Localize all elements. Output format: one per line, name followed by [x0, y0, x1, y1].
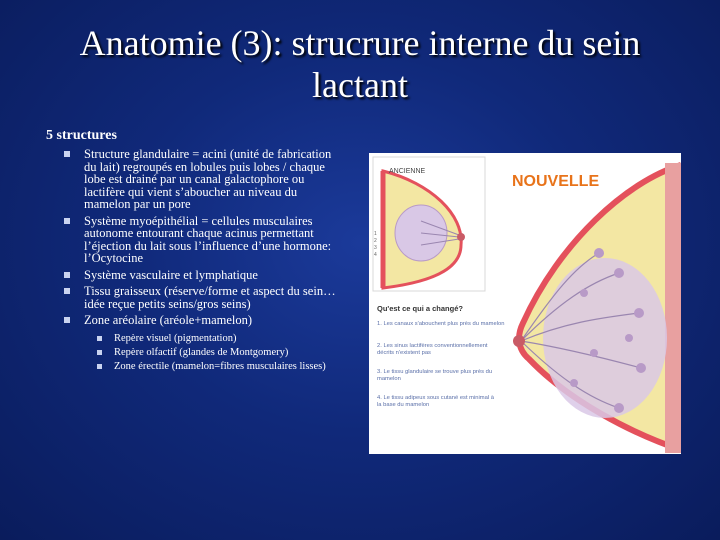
list-item: [84, 314, 346, 372]
list-item: [114, 333, 346, 344]
old-label: ANCIENNE: [389, 168, 426, 175]
change-item-2: 2. Les sinus lactifères conventionnellement décrits n'existent pas: [377, 343, 488, 356]
square-bullet-icon: [64, 151, 70, 157]
square-bullet-icon: [97, 364, 102, 369]
change-item-1: 1. Les canaux s'abouchent plus près du mamelon: [377, 321, 505, 327]
new-gland-tissue: [543, 258, 667, 418]
areolar-sub-list: [114, 333, 346, 372]
bullet-text-glandular: Structure glandulaire = acini (unité de fabrication du lait) regroupés en lobules puis lobes / chaque lobe est drainé par un canal galactophore ou lactifère qui vient s’aboucher au niveau du mamelon par un pore: [84, 147, 332, 211]
small-number-3: 3: [374, 245, 377, 251]
change-item-4: 4. Le tissu adipeux sous cutané est minimal à la base du mamelon: [377, 395, 494, 408]
bullet-text-fat: Tissu graisseux (réserve/forme et aspect du sein…idée reçue petits seins/gros seins): [84, 284, 336, 311]
square-bullet-icon: [64, 272, 70, 278]
section-heading: 5 structures: [46, 128, 117, 143]
list-item: [84, 269, 346, 282]
structures-list: [84, 148, 346, 376]
square-bullet-icon: [64, 218, 70, 224]
square-bullet-icon: [97, 350, 102, 355]
chest-wall: [665, 163, 681, 453]
bullet-text-areolar: Zone aréolaire (aréole+mamelon): [84, 313, 253, 327]
new-label: NOUVELLE: [512, 173, 600, 190]
bullet-text-vascular: Système vasculaire et lymphatique: [84, 267, 258, 282]
breast-anatomy-figure: [369, 153, 681, 454]
old-diagram: [373, 157, 485, 291]
small-number-1: 1: [374, 231, 377, 237]
square-bullet-icon: [97, 336, 102, 341]
list-item: [114, 361, 346, 372]
small-number-2: 2: [374, 238, 377, 244]
list-item: [84, 215, 346, 265]
slide-title: Anatomie (3): strucrure interne du sein lactant: [79, 23, 641, 105]
list-item: [114, 347, 346, 358]
breast-anatomy-illustration: [369, 153, 681, 454]
sub-bullet-text-erectile: Zone érectile (mamelon=fibres musculaires lisses): [114, 360, 326, 372]
new-diagram: [513, 163, 681, 453]
new-nipple: [513, 335, 525, 347]
sub-bullet-text-visual: Repère visuel (pigmentation): [114, 332, 237, 344]
list-item: [84, 148, 346, 211]
bullet-text-myoepithelial: Système myoépithélial = cellules musculaires autonome entourant chaque acinus permettant l’éjection du lait sous l’influence d’une hormone: l’Ocytocine: [84, 213, 332, 265]
square-bullet-icon: [64, 317, 70, 323]
sub-bullet-text-olfactory: Repère olfactif (glandes de Montgomery): [114, 346, 289, 358]
old-nipple: [457, 233, 465, 241]
list-item: [84, 285, 346, 310]
change-item-3: 3. Le tissu glandulaire se trouve plus près du mamelon: [377, 369, 493, 382]
square-bullet-icon: [64, 288, 70, 294]
changes-heading: Qu'est ce qui a changé?: [377, 304, 463, 313]
small-number-4: 4: [374, 252, 377, 258]
